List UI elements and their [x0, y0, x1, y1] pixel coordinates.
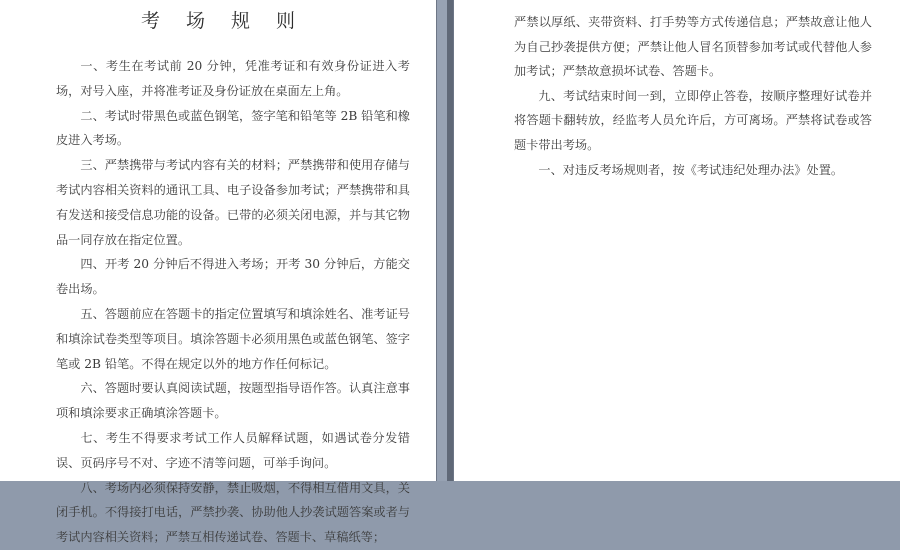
rule-paragraph-8: 八、考场内必须保持安静，禁止吸烟，不得相互借用文具，关闭手机。不得接打电话，严禁抄袭、协助他人抄袭试题答案或者与考试内容相关资料；严禁互相传递试卷、答题卡、草稿纸等；	[56, 480, 410, 545]
rule-paragraph-5: 五、答题前应在答题卡的指定位置填写和填涂姓名、准考证号和填涂试卷类型等项目。填涂答题卡必须用黑色或蓝色钢笔、签字笔或 2B 铅笔。不得在规定以外的地方作任何标记。	[56, 306, 410, 371]
rule-paragraph-8-continued: 严禁以厚纸、夹带资料、打手势等方式传递信息；严禁故意让他人为自己抄袭提供方便；严禁让他人冒名顶替参加考试或代替他人参加考试；严禁故意损坏试卷、答题卡。	[514, 15, 872, 79]
rule-paragraph-3: 三、严禁携带与考试内容有关的材料；严禁携带和使用存储与考试内容相关资料的通讯工具、电子设备参加考试；严禁携带和具有发送和接受信息功能的设备。已带的必须关闭电源，并与其它物品一同存放在指定位置。	[56, 158, 410, 247]
rule-paragraph-4: 四、开考 20 分钟后不得进入考场；开考 30 分钟后，方能交卷出场。	[56, 257, 410, 297]
rule-paragraph-7: 七、考生不得要求考试工作人员解释试题，如遇试卷分发错误、页码序号不对、字迹不清等问题，可举手询问。	[56, 430, 410, 470]
document-page-right	[453, 0, 900, 481]
rule-paragraph-2: 二、考试时带黑色或蓝色钢笔，签字笔和铅笔等 2B 铅笔和橡皮进入考场。	[56, 108, 410, 148]
rule-paragraph-6: 六、答题时要认真阅读试题，按题型指导语作答。认真注意事项和填涂要求正确填涂答题卡。	[56, 381, 410, 421]
document-title: 考 场 规 则	[140, 10, 306, 32]
rule-paragraph-9: 九、考试结束时间一到，立即停止答卷，按顺序整理好试卷并将答题卡翻转放，经监考人员允许后，方可离场。严禁将试卷或答题卡带出考场。	[514, 88, 872, 152]
rule-paragraph-1: 一、考生在考试前 20 分钟，凭准考证和有效身份证进入考场，对号入座，并将准考证及身份证放在桌面左上角。	[56, 59, 410, 98]
rule-paragraph-10: 一、对违反考场规则者，按《考试违纪处理办法》处置。	[538, 162, 844, 177]
document-page-left	[0, 0, 437, 545]
